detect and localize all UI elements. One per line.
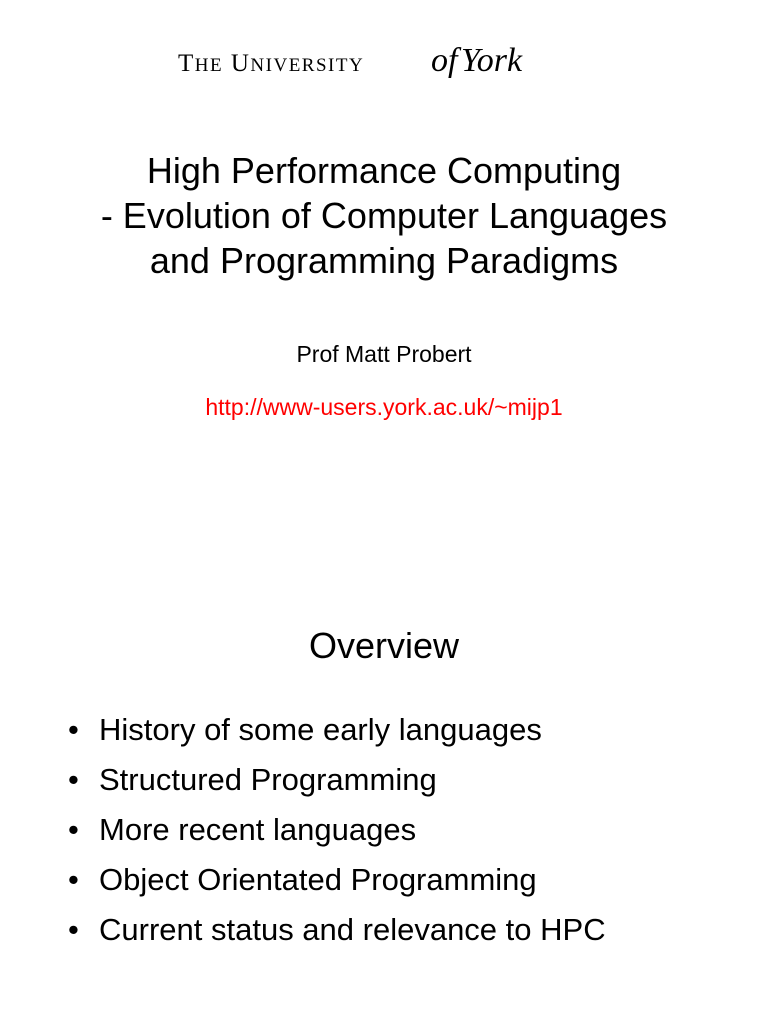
- list-item-text: Object Orientated Programming: [99, 862, 537, 897]
- list-item: [68, 909, 606, 959]
- bullet-icon: •: [68, 912, 79, 947]
- list-item: [68, 759, 606, 809]
- author-homepage-link[interactable]: http://www-users.york.ac.uk/~mijp1: [205, 394, 563, 420]
- bullet-icon: •: [68, 812, 79, 847]
- logo-of: of: [431, 42, 458, 79]
- title-line-3: and Programming Paradigms: [149, 240, 619, 281]
- logo-university: UNIVERSITY: [230, 50, 365, 77]
- title-line-2: - Evolution of Computer Languages: [100, 195, 668, 236]
- list-item-text: More recent languages: [99, 812, 417, 847]
- logo-the: THE: [178, 50, 224, 77]
- list-item: [68, 809, 606, 859]
- slide-title: [0, 148, 768, 283]
- logo-wordmark: [178, 50, 364, 78]
- list-item-text: Current status and relevance to HPC: [99, 912, 606, 947]
- title-line-1: High Performance Computing: [146, 150, 622, 191]
- author-name: Prof Matt Probert: [296, 341, 472, 367]
- university-of-york-logo: [178, 40, 538, 90]
- overview-bullet-list: [68, 709, 606, 959]
- overview-heading: Overview: [308, 625, 460, 666]
- bullet-icon: •: [68, 712, 79, 747]
- list-item-text: History of some early languages: [99, 712, 542, 747]
- bullet-icon: •: [68, 762, 79, 797]
- list-item: [68, 859, 606, 909]
- list-item-text: Structured Programming: [99, 762, 437, 797]
- logo-york: York: [461, 42, 523, 79]
- bullet-icon: •: [68, 862, 79, 897]
- list-item: [68, 709, 606, 759]
